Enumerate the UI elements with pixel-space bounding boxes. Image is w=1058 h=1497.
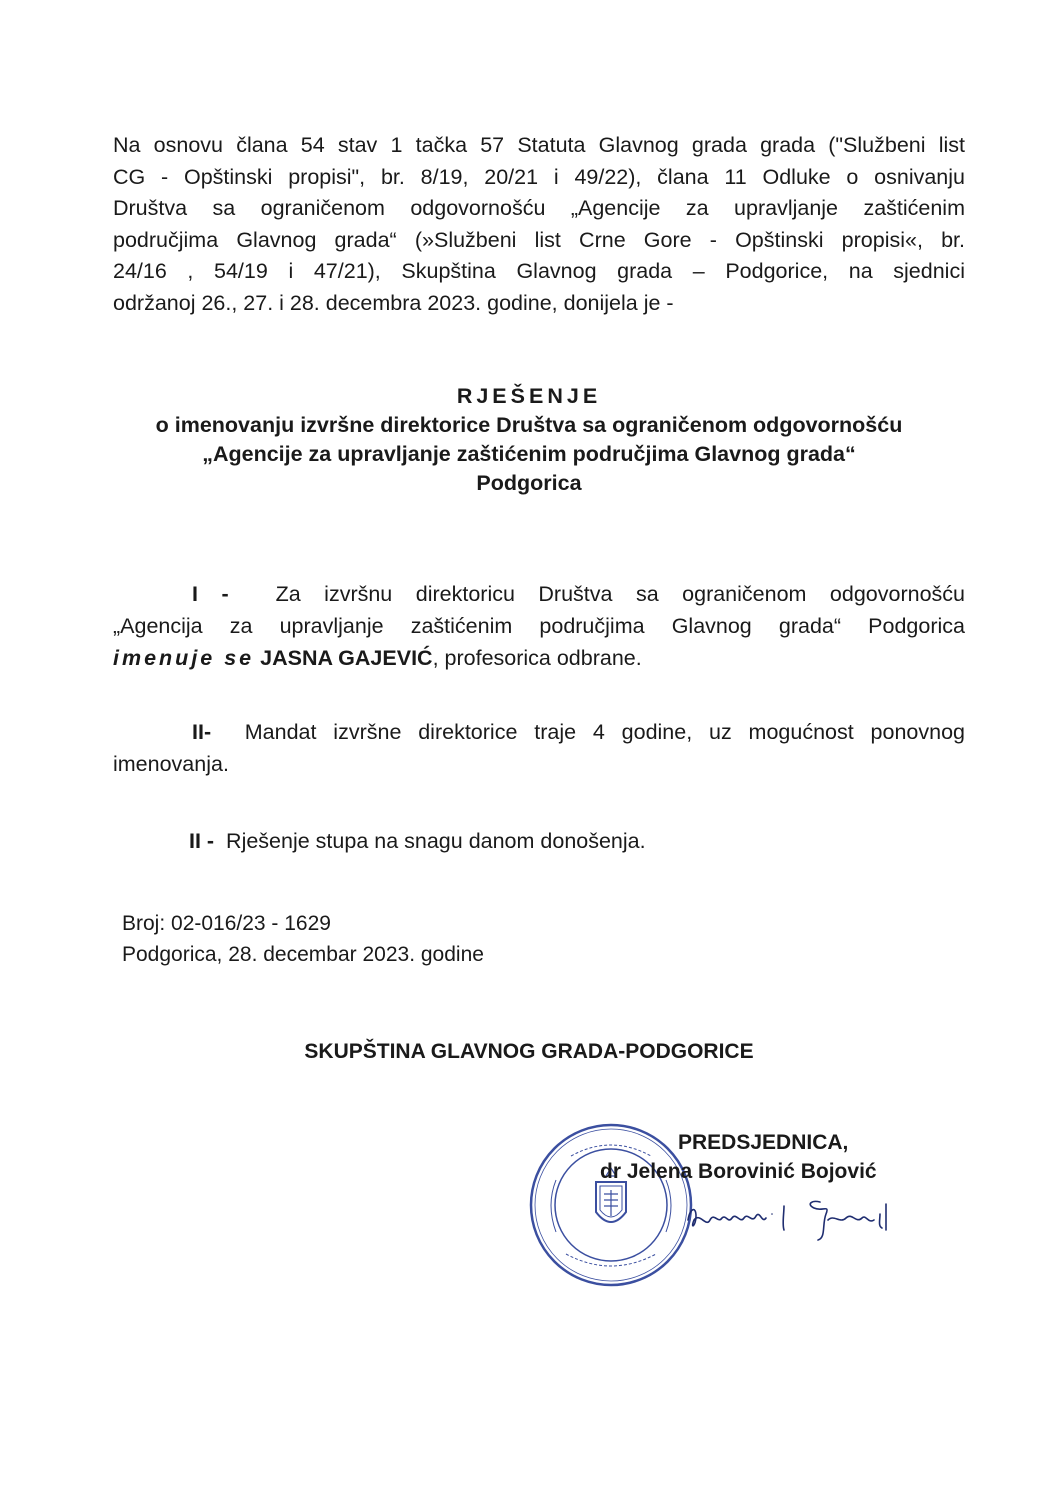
- document-place-date: Podgorica, 28. decembar 2023. godine: [122, 943, 484, 966]
- decision-item-2: [113, 716, 965, 780]
- document-meta: [122, 908, 484, 970]
- item-line: [113, 578, 965, 610]
- handwritten-signature-icon: [680, 1190, 910, 1246]
- appointee-name: JASNA GAJEVIĆ: [260, 646, 433, 670]
- preamble-paragraph: [113, 130, 965, 319]
- decision-subtitle-line: o imenovanju izvršne direktorice Društva sa ograničenom odgovornošću: [155, 413, 903, 437]
- item-number: II -: [189, 829, 215, 853]
- preamble-line: područjima Glavnog grada“ (»Službeni list Crne Gore - Opštinski propisi«, br.: [113, 227, 965, 252]
- item-line: imenovanja.: [113, 752, 229, 776]
- decision-heading: [100, 382, 958, 498]
- preamble-line: 24/16 , 54/19 i 47/21), Skupština Glavnog grada – Podgorice, na sjednici: [113, 259, 965, 283]
- decision-item-3: [113, 825, 965, 857]
- appointee-title: , profesorica odbrane.: [432, 646, 642, 670]
- preamble-line: Društva sa ograničenom odgovornošću „Agencije za upravljanje zaštićenim: [113, 196, 965, 220]
- item-line: [113, 716, 965, 748]
- decision-title: RJEŠENJE: [456, 384, 602, 408]
- item-text: Rješenje stupa na snagu danom donošenja.: [226, 829, 646, 853]
- item-line: [113, 642, 965, 674]
- signatory-role: PREDSJEDNICA,: [678, 1131, 849, 1154]
- preamble-line: Na osnovu člana 54 stav 1 tačka 57 Statuta Glavnog grada grada ("Službeni list: [113, 133, 965, 157]
- preamble-line: CG - Opštinski propisi", br. 8/19, 20/21 i 49/22), člana 11 Odluke o osnivanju: [113, 164, 965, 189]
- item-text: Za izvršnu direktoricu Društva sa ograničenom odgovornošću: [275, 582, 965, 606]
- decision-subtitle-line: „Agencije za upravljanje zaštićenim područjima Glavnog grada“: [202, 442, 856, 466]
- signatory-name: dr Jelena Borovinić Bojović: [600, 1160, 877, 1183]
- item-line: „Agencija za upravljanje zaštićenim područjima Glavnog grada“ Podgorica: [113, 614, 965, 638]
- issuing-body: SKUPŠTINA GLAVNOG GRADA-PODGORICE: [304, 1040, 754, 1063]
- decision-subtitle-line: Podgorica: [476, 471, 582, 495]
- item-text: Mandat izvršne direktorice traje 4 godine, uz mogućnost ponovnog: [244, 720, 965, 744]
- document-number: Broj: 02-016/23 - 1629: [122, 912, 331, 935]
- item-number: II-: [192, 720, 212, 744]
- signatory-block: [600, 1128, 877, 1186]
- preamble-line: održanoj 26., 27. i 28. decembra 2023. godine, donijela je -: [113, 290, 674, 315]
- appointment-label: imenuje se: [113, 646, 255, 670]
- item-number: I -: [192, 582, 229, 606]
- decision-item-1: [113, 578, 965, 674]
